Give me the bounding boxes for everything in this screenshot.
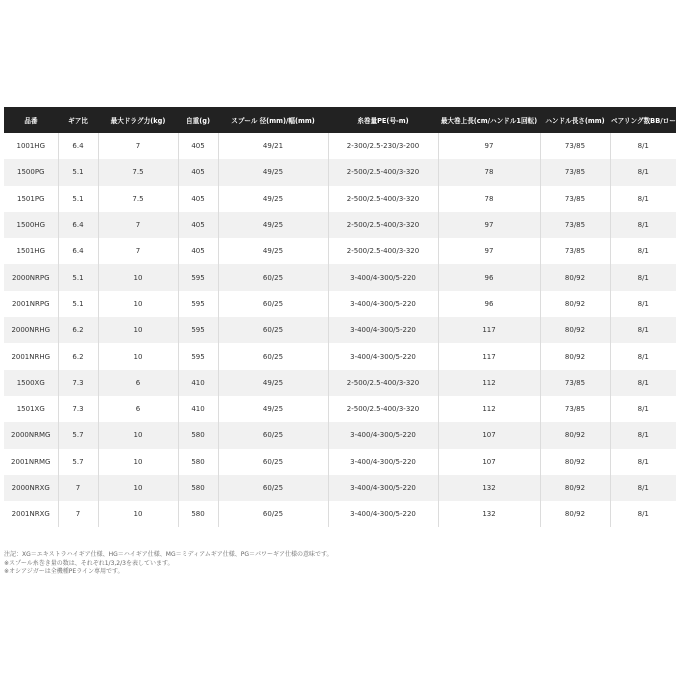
table-cell: 8/1 <box>610 475 676 501</box>
table-cell: 2000NRMG <box>4 422 58 448</box>
table-cell: 49/25 <box>218 370 328 396</box>
table-cell: 2000NRXG <box>4 475 58 501</box>
table-row <box>4 343 676 369</box>
table-cell: 97 <box>438 238 540 264</box>
table-cell: 10 <box>98 422 178 448</box>
table-cell: 405 <box>178 133 218 159</box>
table-cell: 8/1 <box>610 133 676 159</box>
column-header: ギア比 <box>58 107 98 133</box>
table-cell: 97 <box>438 133 540 159</box>
column-header: ベアリング数BB/ローラー <box>610 107 676 133</box>
table-cell: 8/1 <box>610 264 676 290</box>
table-cell: 1500XG <box>4 370 58 396</box>
table-cell: 60/25 <box>218 264 328 290</box>
column-header: 最大巻上長(cm/ハンドル1回転) <box>438 107 540 133</box>
table-cell: 60/25 <box>218 501 328 527</box>
table-cell: 6.2 <box>58 317 98 343</box>
table-cell: 405 <box>178 186 218 212</box>
table-cell: 3-400/4-300/5-220 <box>328 449 438 475</box>
table-cell: 8/1 <box>610 343 676 369</box>
table-cell: 580 <box>178 422 218 448</box>
table-cell: 595 <box>178 291 218 317</box>
table-cell: 2000NRPG <box>4 264 58 290</box>
table-cell: 5.1 <box>58 264 98 290</box>
table-row <box>4 422 676 448</box>
table-row <box>4 317 676 343</box>
table-cell: 595 <box>178 343 218 369</box>
table-cell: 8/1 <box>610 186 676 212</box>
table-cell: 8/1 <box>610 422 676 448</box>
table-cell: 6 <box>98 370 178 396</box>
table-cell: 5.7 <box>58 422 98 448</box>
table-cell: 49/25 <box>218 212 328 238</box>
table-cell: 80/92 <box>540 343 610 369</box>
table-row <box>4 264 676 290</box>
table-cell: 580 <box>178 475 218 501</box>
table-cell: 405 <box>178 212 218 238</box>
table-cell: 2000NRHG <box>4 317 58 343</box>
table-cell: 112 <box>438 396 540 422</box>
table-cell: 132 <box>438 475 540 501</box>
table-cell: 7.3 <box>58 396 98 422</box>
table-cell: 2-500/2.5-400/3-320 <box>328 186 438 212</box>
column-header: ハンドル長さ(mm) <box>540 107 610 133</box>
column-header: 糸巻量PE(号-m) <box>328 107 438 133</box>
table-cell: 107 <box>438 422 540 448</box>
table-cell: 49/25 <box>218 396 328 422</box>
table-cell: 132 <box>438 501 540 527</box>
table-cell: 78 <box>438 159 540 185</box>
table-row <box>4 475 676 501</box>
table-cell: 10 <box>98 317 178 343</box>
column-header: 自重(g) <box>178 107 218 133</box>
table-cell: 6.2 <box>58 343 98 369</box>
table-cell: 3-400/4-300/5-220 <box>328 264 438 290</box>
table-cell: 80/92 <box>540 422 610 448</box>
table-cell: 3-400/4-300/5-220 <box>328 317 438 343</box>
table-cell: 49/25 <box>218 159 328 185</box>
table-cell: 60/25 <box>218 422 328 448</box>
table-cell: 73/85 <box>540 133 610 159</box>
table-row <box>4 291 676 317</box>
table-cell: 2-500/2.5-400/3-320 <box>328 370 438 396</box>
table-cell: 2-500/2.5-400/3-320 <box>328 212 438 238</box>
table-cell: 6 <box>98 396 178 422</box>
table-cell: 80/92 <box>540 291 610 317</box>
table-cell: 49/25 <box>218 238 328 264</box>
table-cell: 7 <box>98 238 178 264</box>
table-cell: 97 <box>438 212 540 238</box>
table-cell: 6.4 <box>58 238 98 264</box>
footnote-gear-legend: 注記：XG＝エキストラハイギア仕様、HG＝ハイギア仕様、MG＝ミディアムギア仕様、PG＝パワーギア仕様の意味です。 <box>4 551 333 558</box>
table-cell: 80/92 <box>540 475 610 501</box>
table-cell: 8/1 <box>610 159 676 185</box>
table-cell: 7 <box>58 475 98 501</box>
table-cell: 60/25 <box>218 449 328 475</box>
table-cell: 10 <box>98 475 178 501</box>
table-cell: 8/1 <box>610 238 676 264</box>
table-cell: 80/92 <box>540 501 610 527</box>
table-cell: 2-500/2.5-400/3-320 <box>328 238 438 264</box>
table-cell: 8/1 <box>610 449 676 475</box>
table-cell: 7 <box>98 212 178 238</box>
table-cell: 10 <box>98 264 178 290</box>
column-header: スプール 径(mm)/幅(mm) <box>218 107 328 133</box>
footnotes <box>4 551 676 577</box>
table-row <box>4 212 676 238</box>
table-header-row <box>4 107 676 133</box>
table-cell: 6.4 <box>58 133 98 159</box>
table-cell: 410 <box>178 370 218 396</box>
table-cell: 2-300/2.5-230/3-200 <box>328 133 438 159</box>
table-cell: 580 <box>178 449 218 475</box>
table-row <box>4 370 676 396</box>
table-cell: 10 <box>98 291 178 317</box>
table-cell: 8/1 <box>610 370 676 396</box>
table-cell: 410 <box>178 396 218 422</box>
table-cell: 10 <box>98 343 178 369</box>
table-cell: 3-400/4-300/5-220 <box>328 475 438 501</box>
table-cell: 5.1 <box>58 186 98 212</box>
table-cell: 8/1 <box>610 317 676 343</box>
table-cell: 8/1 <box>610 501 676 527</box>
table-cell: 80/92 <box>540 317 610 343</box>
table-cell: 80/92 <box>540 449 610 475</box>
table-cell: 2-500/2.5-400/3-320 <box>328 159 438 185</box>
table-row <box>4 133 676 159</box>
table-cell: 73/85 <box>540 159 610 185</box>
table-cell: 60/25 <box>218 475 328 501</box>
table-cell: 60/25 <box>218 317 328 343</box>
table-cell: 73/85 <box>540 238 610 264</box>
table-cell: 8/1 <box>610 212 676 238</box>
footnote-pe-line: ※オシアジガーは全機種PEライン専用です。 <box>4 568 124 576</box>
table-cell: 7.3 <box>58 370 98 396</box>
table-cell: 2-500/2.5-400/3-320 <box>328 396 438 422</box>
table-row <box>4 186 676 212</box>
table-cell: 10 <box>98 501 178 527</box>
table-cell: 49/21 <box>218 133 328 159</box>
table-cell: 1500HG <box>4 212 58 238</box>
table-row <box>4 159 676 185</box>
spec-table <box>4 107 689 527</box>
table-cell: 8/1 <box>610 291 676 317</box>
table-cell: 405 <box>178 159 218 185</box>
table-cell: 595 <box>178 317 218 343</box>
table-cell: 405 <box>178 238 218 264</box>
table-cell: 5.1 <box>58 159 98 185</box>
table-cell: 10 <box>98 449 178 475</box>
table-cell: 96 <box>438 264 540 290</box>
table-cell: 73/85 <box>540 186 610 212</box>
table-body <box>4 133 676 527</box>
table-cell: 60/25 <box>218 291 328 317</box>
table-cell: 1501HG <box>16 247 45 256</box>
table-cell: 2001NRMG <box>11 457 51 466</box>
table-row <box>4 238 676 264</box>
table-cell: 3-400/4-300/5-220 <box>328 422 438 448</box>
table-cell: 117 <box>438 343 540 369</box>
table-cell: 60/25 <box>218 343 328 369</box>
table-cell: 3-400/4-300/5-220 <box>328 291 438 317</box>
table-cell: 7 <box>98 133 178 159</box>
footnote-spool: ※スプール糸巻き量の数は、それぞれ1/3,2/3を表しています。 <box>4 559 174 567</box>
table-cell: 117 <box>438 317 540 343</box>
column-header: 最大ドラグ力(kg) <box>98 107 178 133</box>
table-cell: 2001NRHG <box>11 352 51 361</box>
table-cell: 6.4 <box>58 212 98 238</box>
table-cell: 107 <box>438 449 540 475</box>
table-cell: 112 <box>438 370 540 396</box>
table-cell: 7 <box>58 501 98 527</box>
table-cell: 2001NRPG <box>11 299 50 308</box>
table-cell: 5.1 <box>58 291 98 317</box>
table-cell: 1501XG <box>16 405 45 414</box>
table-row <box>4 449 676 475</box>
table-cell: 1501PG <box>17 194 45 203</box>
table-cell: 580 <box>178 501 218 527</box>
table-row <box>4 396 676 422</box>
table-cell: 8/1 <box>610 396 676 422</box>
table-cell: 3-400/4-300/5-220 <box>328 501 438 527</box>
table-cell: 73/85 <box>540 370 610 396</box>
table-cell: 78 <box>438 186 540 212</box>
table-cell: 2001NRXG <box>11 510 50 519</box>
table-cell: 1001HG <box>16 142 45 151</box>
table-cell: 5.7 <box>58 449 98 475</box>
table-cell: 595 <box>178 264 218 290</box>
table-cell: 73/85 <box>540 396 610 422</box>
table-row <box>4 501 676 527</box>
table-cell: 49/25 <box>218 186 328 212</box>
table-cell: 7.5 <box>98 159 178 185</box>
table-cell: 3-400/4-300/5-220 <box>328 343 438 369</box>
table-cell: 7.5 <box>98 186 178 212</box>
column-header: 品番 <box>4 107 58 133</box>
table-cell: 96 <box>438 291 540 317</box>
table-cell: 73/85 <box>540 212 610 238</box>
table-cell: 80/92 <box>540 264 610 290</box>
table-cell: 1500PG <box>4 159 58 185</box>
